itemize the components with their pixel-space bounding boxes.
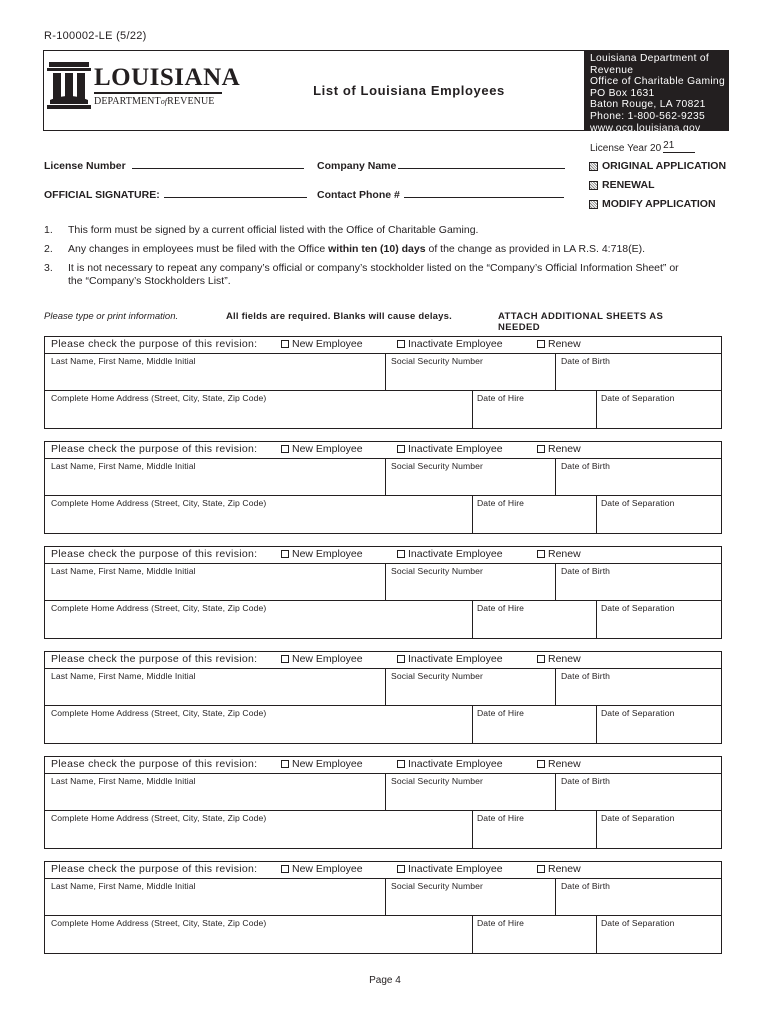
address-field[interactable]: Complete Home Address (Street, City, State, Zip Code)	[51, 603, 267, 613]
identity-row	[44, 458, 722, 496]
renew-checkbox[interactable]: Renew	[537, 653, 581, 665]
name-field[interactable]: Last Name, First Name, Middle Initial	[51, 671, 196, 681]
dob-field[interactable]: Date of Birth	[561, 881, 611, 891]
contact-line: Baton Rouge, LA 70821	[590, 99, 706, 111]
company-name-field[interactable]: Company Name	[317, 159, 565, 172]
inactivate-employee-checkbox[interactable]: Inactivate Employee	[397, 338, 503, 350]
renew-checkbox[interactable]: Renew	[537, 443, 581, 455]
inactivate-employee-checkbox[interactable]: Inactivate Employee	[397, 443, 503, 455]
contact-website[interactable]: www.ocg.louisiana.gov	[590, 122, 701, 134]
purpose-label: Please check the purpose of this revision:	[51, 338, 258, 350]
hire-date-field[interactable]: Date of Hire	[477, 708, 525, 718]
instructions-list	[44, 224, 694, 294]
attach-note: ATTACH ADDITIONAL SHEETS AS NEEDED	[498, 311, 664, 333]
ssn-field[interactable]: Social Security Number	[391, 671, 483, 681]
contact-info	[584, 50, 729, 134]
address-field[interactable]: Complete Home Address (Street, City, State, Zip Code)	[51, 393, 267, 403]
checkbox-icon[interactable]	[281, 550, 289, 558]
employee-entry	[44, 651, 722, 761]
inactivate-employee-checkbox[interactable]: Inactivate Employee	[397, 548, 503, 560]
new-employee-checkbox[interactable]: New Employee	[281, 338, 363, 350]
official-signature-field[interactable]: OFFICIAL SIGNATURE:	[44, 188, 307, 201]
identity-row	[44, 668, 722, 706]
contact-line: Office of Charitable Gaming	[590, 76, 725, 88]
hire-date-field[interactable]: Date of Hire	[477, 603, 525, 613]
logo-department: DEPARTMENTofREVENUE	[94, 96, 215, 107]
identity-row	[44, 353, 722, 391]
ldr-logo	[44, 51, 241, 130]
ssn-field[interactable]: Social Security Number	[391, 566, 483, 576]
name-field[interactable]: Last Name, First Name, Middle Initial	[51, 881, 196, 891]
original-application-checkbox[interactable]: ORIGINAL APPLICATION	[589, 160, 726, 172]
purpose-label: Please check the purpose of this revision:	[51, 863, 258, 875]
new-employee-checkbox[interactable]: New Employee	[281, 443, 363, 455]
license-year-field[interactable]: 21	[663, 143, 695, 153]
ssn-field[interactable]: Social Security Number	[391, 881, 483, 891]
checkbox-icon[interactable]	[537, 550, 545, 558]
checkbox-icon[interactable]	[397, 550, 405, 558]
hire-date-field[interactable]: Date of Hire	[477, 498, 525, 508]
checkbox-icon[interactable]	[537, 760, 545, 768]
page-number: Page 4	[369, 975, 401, 986]
new-employee-checkbox[interactable]: New Employee	[281, 758, 363, 770]
checkbox-icon[interactable]	[537, 445, 545, 453]
separation-date-field[interactable]: Date of Separation	[601, 813, 675, 823]
checkbox-icon[interactable]	[537, 655, 545, 663]
address-row	[44, 916, 722, 954]
dob-field[interactable]: Date of Birth	[561, 356, 611, 366]
new-employee-checkbox[interactable]: New Employee	[281, 653, 363, 665]
dob-field[interactable]: Date of Birth	[561, 671, 611, 681]
address-row	[44, 706, 722, 744]
instruction-item: 1. This form must be signed by a current official listed with the Office of Charitable Gaming.	[44, 224, 479, 236]
inactivate-employee-checkbox[interactable]: Inactivate Employee	[397, 653, 503, 665]
checkbox-icon[interactable]	[281, 760, 289, 768]
contact-line: PO Box 1631	[590, 87, 655, 99]
name-field[interactable]: Last Name, First Name, Middle Initial	[51, 566, 196, 576]
dob-field[interactable]: Date of Birth	[561, 566, 611, 576]
capitol-pillars-icon	[47, 62, 91, 112]
employee-entry	[44, 546, 722, 656]
address-row	[44, 811, 722, 849]
purpose-row	[44, 441, 722, 458]
required-note: All fields are required. Blanks will cause delays.	[226, 311, 452, 322]
checkbox-icon[interactable]	[589, 200, 598, 209]
type-print-note: Please type or print information.	[44, 311, 179, 322]
checkbox-icon[interactable]	[397, 340, 405, 348]
address-field[interactable]: Complete Home Address (Street, City, State, Zip Code)	[51, 498, 267, 508]
contact-line: Phone: 1-800-562-9235	[590, 110, 706, 122]
purpose-label: Please check the purpose of this revision:	[51, 758, 258, 770]
hire-date-field[interactable]: Date of Hire	[477, 918, 525, 928]
identity-row	[44, 563, 722, 601]
new-employee-checkbox[interactable]: New Employee	[281, 863, 363, 875]
renew-checkbox[interactable]: Renew	[537, 758, 581, 770]
checkbox-icon[interactable]	[397, 760, 405, 768]
hire-date-field[interactable]: Date of Hire	[477, 813, 525, 823]
dob-field[interactable]: Date of Birth	[561, 461, 611, 471]
instruction-item: 2. Any changes in employees must be filed with the Office within ten (10) days of the change as provided in LA R.S. 4:718(E).	[44, 243, 646, 255]
name-field[interactable]: Last Name, First Name, Middle Initial	[51, 461, 196, 471]
purpose-label: Please check the purpose of this revision:	[51, 443, 258, 455]
checkbox-icon[interactable]	[397, 655, 405, 663]
checkbox-icon[interactable]	[537, 340, 545, 348]
form-id: R-100002-LE (5/22)	[44, 30, 147, 42]
address-row	[44, 496, 722, 534]
employee-entry	[44, 336, 722, 446]
ssn-field[interactable]: Social Security Number	[391, 356, 483, 366]
separation-date-field[interactable]: Date of Separation	[601, 918, 675, 928]
dob-field[interactable]: Date of Birth	[561, 776, 611, 786]
purpose-row	[44, 336, 722, 353]
logo-divider	[94, 92, 222, 94]
checkbox-icon[interactable]	[397, 445, 405, 453]
checkbox-icon[interactable]	[281, 445, 289, 453]
renew-checkbox[interactable]: Renew	[537, 338, 581, 350]
employee-entry	[44, 861, 722, 971]
purpose-row	[44, 756, 722, 773]
checkbox-icon[interactable]	[281, 655, 289, 663]
checkbox-icon[interactable]	[281, 340, 289, 348]
address-field[interactable]: Complete Home Address (Street, City, State, Zip Code)	[51, 708, 267, 718]
employee-entry	[44, 756, 722, 866]
hire-date-field[interactable]: Date of Hire	[477, 393, 525, 403]
title-box	[234, 51, 584, 130]
form-header	[43, 50, 727, 134]
instruction-item: 3. It is not necessary to repeat any company’s official or company’s stockholder listed on the “Company’s Official Information Sheet” or the “Company’s Stockholders List”.	[44, 262, 679, 287]
license-year[interactable]: License Year 20 21	[590, 143, 695, 154]
separation-date-field[interactable]: Date of Separation	[601, 498, 675, 508]
purpose-row	[44, 651, 722, 668]
page-title: List of Louisiana Employees	[313, 83, 505, 98]
logo-wordmark: LOUISIANA	[94, 64, 241, 91]
address-field[interactable]: Complete Home Address (Street, City, State, Zip Code)	[51, 918, 267, 928]
employee-entry	[44, 441, 722, 551]
ssn-field[interactable]: Social Security Number	[391, 461, 483, 471]
purpose-row	[44, 546, 722, 563]
name-field[interactable]: Last Name, First Name, Middle Initial	[51, 776, 196, 786]
renew-checkbox[interactable]: Renew	[537, 863, 581, 875]
address-row	[44, 391, 722, 429]
checkbox-icon[interactable]	[537, 865, 545, 873]
address-row	[44, 601, 722, 639]
checkbox-icon[interactable]	[589, 162, 598, 171]
purpose-row	[44, 861, 722, 878]
checkbox-icon[interactable]	[281, 865, 289, 873]
modify-application-checkbox[interactable]: MODIFY APPLICATION	[589, 198, 716, 210]
renew-checkbox[interactable]: Renew	[537, 548, 581, 560]
inactivate-employee-checkbox[interactable]: Inactivate Employee	[397, 758, 503, 770]
new-employee-checkbox[interactable]: New Employee	[281, 548, 363, 560]
separation-date-field[interactable]: Date of Separation	[601, 603, 675, 613]
purpose-label: Please check the purpose of this revision:	[51, 653, 258, 665]
checkbox-icon[interactable]	[589, 181, 598, 190]
ssn-field[interactable]: Social Security Number	[391, 776, 483, 786]
separation-date-field[interactable]: Date of Separation	[601, 393, 675, 403]
renewal-checkbox[interactable]: RENEWAL	[589, 179, 655, 191]
inactivate-employee-checkbox[interactable]: Inactivate Employee	[397, 863, 503, 875]
purpose-label: Please check the purpose of this revision:	[51, 548, 258, 560]
separation-date-field[interactable]: Date of Separation	[601, 708, 675, 718]
name-field[interactable]: Last Name, First Name, Middle Initial	[51, 356, 196, 366]
identity-row	[44, 878, 722, 916]
contact-phone-field[interactable]: Contact Phone #	[317, 188, 564, 201]
license-number-field[interactable]: License Number	[44, 159, 304, 172]
address-field[interactable]: Complete Home Address (Street, City, State, Zip Code)	[51, 813, 267, 823]
checkbox-icon[interactable]	[397, 865, 405, 873]
identity-row	[44, 773, 722, 811]
contact-line: Louisiana Department of Revenue	[590, 53, 710, 76]
